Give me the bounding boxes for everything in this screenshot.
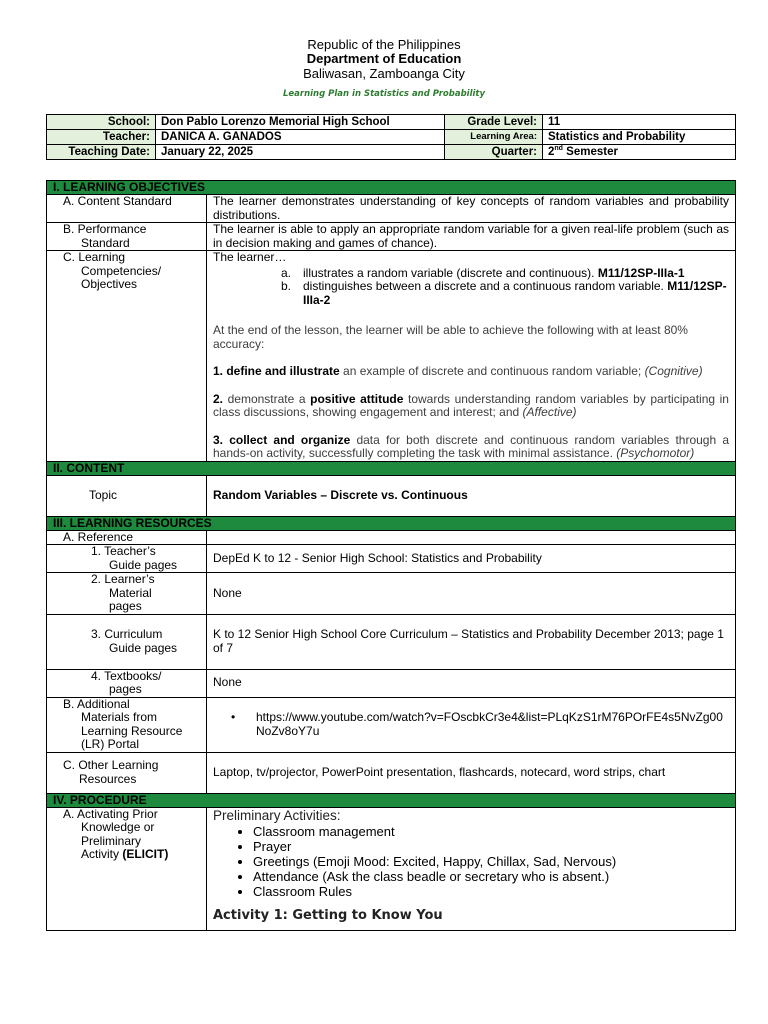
elicit-label-line1: A. Activating Prior [63, 806, 158, 821]
textbooks-label-line2: pages [109, 682, 142, 696]
republic-line: Republic of the Philippines [307, 37, 461, 52]
preliminary-item: • Greetings (Emoji Mood: Excited, Happy, Chillax, Sad, Nervous) [253, 854, 729, 869]
area-value: Statistics and Probability [543, 130, 736, 145]
quarter-semester: Semester [562, 146, 618, 158]
objective-2 [213, 393, 729, 420]
elicit-label-activity: Activity [81, 847, 123, 861]
competency-b [213, 280, 729, 307]
grade-label: Grade Level: [445, 115, 543, 130]
competency-a-text: illustrates a random variable (discrete and continuous). [303, 265, 598, 280]
lr-portal-link[interactable]: https://www.youtube.com/watch?v=FOscbkCr3e4&list=PLqKzS1rM76POrFE4s5NvZg00NoZv8oY7u [256, 710, 723, 738]
objective-2-text-a: demonstrate a [223, 391, 311, 406]
learners-material-label-line1: 2. Learner’s [91, 572, 155, 586]
section-objectives [47, 181, 736, 195]
objectives-heading: I. LEARNING OBJECTIVES [47, 181, 736, 195]
competency-b-text: distinguishes between a discrete and a continuous random variable. [303, 279, 668, 293]
date-value: January 22, 2025 [156, 145, 445, 160]
elicit-label-line3: Preliminary [81, 833, 142, 848]
performance-label-line2: Standard [81, 235, 130, 250]
objective-1-number: 1. [213, 364, 227, 378]
other-resources-label-line1: C. Other Learning [63, 758, 159, 772]
plan-title: Learning Plan in Statistics and Probability [282, 89, 486, 99]
reference-row [47, 530, 736, 545]
objective-3-verb: collect and organize [229, 432, 351, 447]
location-line: Baliwasan, Zamboanga City [303, 66, 465, 81]
competencies-label [47, 251, 207, 462]
learners-material-label [47, 573, 207, 615]
resources-heading: III. LEARNING RESOURCES [47, 516, 736, 530]
other-resources-value: Laptop, tv/projector, PowerPoint presentation, flashcards, notecard, word strips, chart [207, 752, 736, 793]
objective-3-number: 3. [213, 432, 230, 447]
learners-material-row [47, 573, 736, 615]
end-of-lesson-text: At the end of the lesson, the learner will be able to achieve the following with at least 80% accuracy: [213, 323, 688, 351]
preliminary-item: • Classroom management [253, 824, 729, 839]
other-resources-label-line2: Resources [79, 771, 137, 786]
teachers-guide-label [47, 545, 207, 573]
school-value: Don Pablo Lorenzo Memorial High School [156, 115, 445, 130]
objective-3-domain: (Psychomotor) [616, 446, 695, 460]
reference-label [47, 530, 207, 545]
competencies-row [47, 251, 736, 462]
performance-standard-row [47, 223, 736, 251]
curriculum-guide-label-line1: 3. Curriculum [91, 627, 163, 641]
objective-1-domain: (Cognitive) [644, 364, 703, 378]
topic-row [47, 475, 736, 516]
textbooks-label [47, 669, 207, 697]
info-row-date [47, 145, 736, 160]
other-resources-label [47, 752, 207, 793]
area-label: Learning Area: [445, 130, 543, 145]
competency-a [213, 267, 729, 281]
topic-label [47, 475, 207, 516]
department-line: Department of Education [306, 51, 462, 66]
info-row-teacher [47, 130, 736, 145]
competencies-text [207, 251, 736, 462]
curriculum-guide-label [47, 614, 207, 669]
additional-materials-row [47, 697, 736, 752]
preliminary-item: • Prayer [253, 839, 729, 854]
learners-material-label-line2: Material [109, 585, 152, 600]
teachers-guide-label-line1: 1. Teacher’s [91, 544, 156, 558]
reference-value [207, 530, 736, 545]
quarter-value [543, 145, 736, 160]
preliminary-item: • Classroom Rules [253, 884, 729, 899]
section-resources [47, 516, 736, 530]
content-standard-row [47, 195, 736, 223]
learners-material-label-line3: pages [109, 599, 142, 613]
objective-2-domain: (Affective) [522, 405, 577, 419]
elicit-content [207, 807, 736, 930]
topic-value: Random Variables – Discrete vs. Continuous [207, 475, 736, 516]
objective-1-verb: define and illustrate [226, 364, 340, 378]
additional-label-line3: Learning Resource [81, 723, 183, 738]
elicit-row [47, 807, 736, 930]
competency-a-marker: a. [281, 265, 292, 280]
competency-list [213, 267, 729, 308]
teacher-value: DANICA A. GANADOS [156, 130, 445, 145]
bullet-icon: • [231, 710, 236, 724]
other-resources-row [47, 752, 736, 793]
elicit-label-line4 [53, 848, 200, 862]
learners-material-value: None [207, 573, 736, 615]
content-standard-label [47, 195, 207, 223]
competencies-label-line3: Objectives [81, 277, 138, 291]
grade-value: 11 [543, 115, 736, 130]
competency-b-marker: b. [281, 279, 292, 293]
info-row-school [47, 115, 736, 130]
quarter-suffix: nd [554, 145, 563, 153]
textbooks-value: None [207, 669, 736, 697]
additional-label-line1: B. Additional [63, 696, 130, 711]
competencies-label-line1: C. Learning [63, 250, 126, 264]
performance-standard-text: The learner is able to apply an appropriate random variable for a given real-life problem (such as in decision making and games of chance). [207, 223, 736, 251]
performance-label-line1: B. Performance [63, 222, 147, 236]
preliminary-list [213, 824, 729, 899]
content-heading: II. CONTENT [47, 461, 736, 475]
competency-b-code: M11/12SP-IIIa-2 [303, 279, 727, 307]
lesson-table [46, 180, 736, 931]
objective-2-verb: positive attitude [310, 391, 404, 406]
curriculum-guide-label-line2: Guide pages [109, 640, 178, 655]
competency-a-code: M11/12SP-IIIa-1 [597, 265, 685, 280]
teachers-guide-row [47, 545, 736, 573]
procedure-heading: IV. PROCEDURE [47, 793, 736, 807]
teachers-guide-value: DepEd K to 12 - Senior High School: Statistics and Probability [207, 545, 736, 573]
date-label: Teaching Date: [47, 145, 156, 160]
additional-label-line4: (LR) Portal [81, 737, 140, 751]
curriculum-guide-value: K to 12 Senior High School Core Curriculum – Statistics and Probability December 2013; page 1 of 7 [207, 614, 736, 669]
school-label: School: [47, 115, 156, 130]
content-standard-label-text: A. Content Standard [63, 194, 172, 208]
info-table [46, 114, 736, 160]
reference-label-text: A. Reference [63, 529, 134, 544]
learner-intro: The learner… [213, 250, 287, 264]
activity-1-title: Activity 1: Getting to Know You [213, 907, 443, 923]
content-standard-text: The learner demonstrates understanding of key concepts of random variables and probability distributions. [207, 195, 736, 223]
lr-portal-item [213, 711, 729, 738]
preliminary-item: • Attendance (Ask the class beadle or secretary who is absent.) [253, 869, 729, 884]
objective-2-text-b: towards understanding random variables by participating in class discussions, showing engagement and interest; and [213, 391, 729, 419]
elicit-label [47, 807, 207, 930]
topic-label-text: Topic [89, 487, 118, 502]
objective-3 [213, 434, 729, 461]
teachers-guide-label-line2: Guide pages [109, 557, 178, 572]
objective-1-text: an example of discrete and continuous random variable; [339, 364, 645, 378]
elicit-label-bold: (ELICIT) [122, 847, 169, 861]
additional-materials-value [207, 697, 736, 752]
section-content [47, 461, 736, 475]
quarter-number: 2 [548, 146, 555, 158]
textbooks-row [47, 669, 736, 697]
elicit-label-line2: Knowledge or [81, 820, 155, 834]
quarter-label: Quarter: [445, 145, 543, 160]
objective-2-number: 2. [213, 391, 224, 406]
objective-3-text: data for both discrete and continuous random variables through a hands-on activity, successfully completing the task with minimal assistance. [213, 432, 729, 460]
document-header [0, 38, 768, 99]
competencies-label-line2: Competencies/ [81, 263, 162, 278]
objective-1 [213, 365, 729, 379]
additional-materials-label [47, 697, 207, 752]
preliminary-title: Preliminary Activities: [213, 807, 341, 823]
additional-label-line2: Materials from [81, 710, 158, 724]
curriculum-guide-row [47, 614, 736, 669]
section-procedure [47, 793, 736, 807]
textbooks-label-line1: 4. Textbooks/ [91, 668, 162, 683]
teacher-label: Teacher: [47, 130, 156, 145]
performance-standard-label [47, 223, 207, 251]
